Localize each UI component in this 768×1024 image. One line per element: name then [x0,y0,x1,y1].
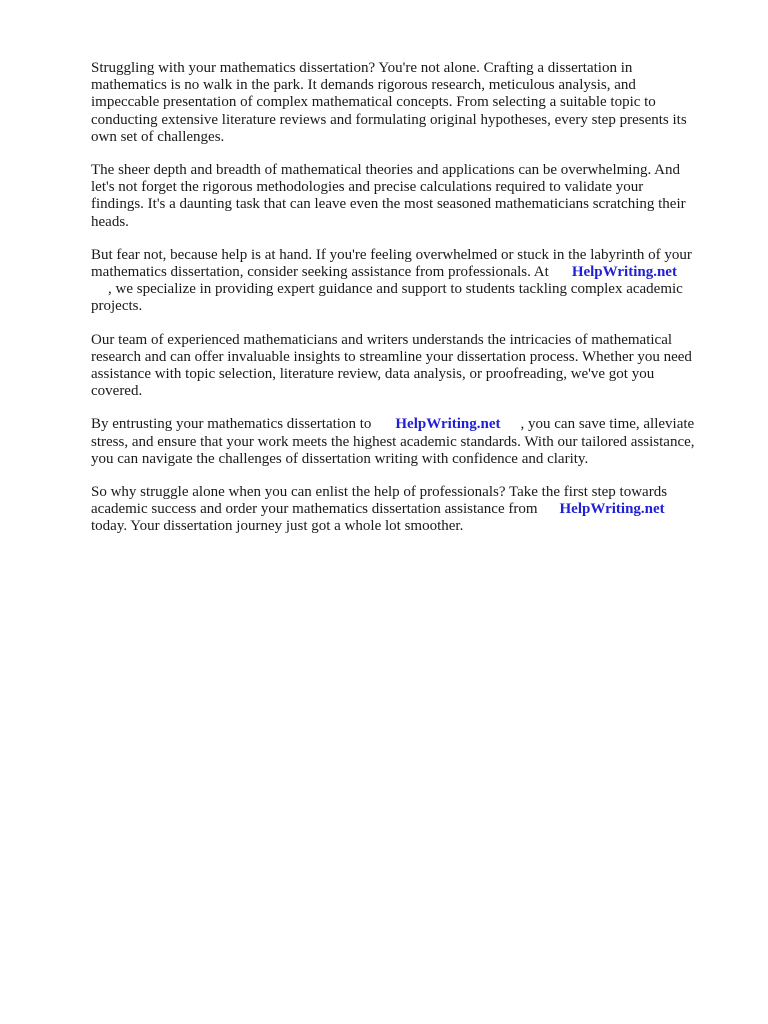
document-page [91,60,721,552]
text-segment: , we specialize in providing expert guidance and support to students tackling complex academic [108,281,683,298]
helpwriting-link[interactable]: HelpWriting.net [559,501,665,518]
text-segment: By entrusting your mathematics dissertation to [91,416,372,433]
text-line: mathematics is no walk in the park. It demands rigorous research, meticulous analysis, and [91,77,636,94]
paragraph-team [91,332,721,401]
text-line: Struggling with your mathematics dissertation? You're not alone. Crafting a dissertation in [91,60,633,76]
paragraph-entrust [91,416,721,468]
text-line [91,501,721,518]
text-line: So why struggle alone when you can enlist the help of professionals? Take the first step towards [91,484,668,501]
text-line: heads. [91,213,129,230]
helpwriting-link[interactable]: HelpWriting.net [395,416,501,433]
text-line: assistance with topic selection, literature review, data analysis, or proofreading, we've got you [91,366,655,383]
text-line: projects. [91,298,143,315]
text-line: let's not forget the rigorous methodologies and precise calculations required to validate your [91,179,644,196]
text-segment: academic success and order your mathematics dissertation assistance from [91,501,538,518]
text-line: stress, and ensure that your work meets the highest academic standards. With our tailored assistance, [91,433,695,450]
paragraph-help [91,247,721,316]
text-segment: , you can save time, alleviate [520,416,695,433]
text-line: research and can offer invaluable insights to streamline your dissertation process. Whether you need [91,348,692,365]
paragraph-intro [91,60,721,146]
text-line: The sheer depth and breadth of mathematical theories and applications can be overwhelming. And [91,162,680,179]
text-line [91,264,721,281]
text-line: covered. [91,383,143,400]
text-line: today. Your dissertation journey just got a whole lot smoother. [91,518,464,535]
helpwriting-link[interactable]: HelpWriting.net [571,264,677,281]
text-line [91,281,721,298]
text-segment: mathematics dissertation, consider seeking assistance from professionals. At [91,264,549,281]
text-line: Our team of experienced mathematicians and writers understands the intricacies of mathematical [91,331,673,348]
paragraph-challenges [91,162,721,231]
text-line: you can navigate the challenges of dissertation writing with confidence and clarity. [91,450,589,467]
text-line [91,416,721,433]
text-line: impeccable presentation of complex mathematical concepts. From selecting a suitable topic to [91,94,656,111]
text-line: But fear not, because help is at hand. If you're feeling overwhelmed or stuck in the labyrinth of your [91,246,692,263]
text-line: conducting extensive literature reviews and formulating original hypotheses, every step presents its [91,111,687,128]
text-line: findings. It's a daunting task that can leave even the most seasoned mathematicians scratching their [91,196,686,213]
text-line: own set of challenges. [91,128,225,145]
paragraph-closing [91,484,721,536]
